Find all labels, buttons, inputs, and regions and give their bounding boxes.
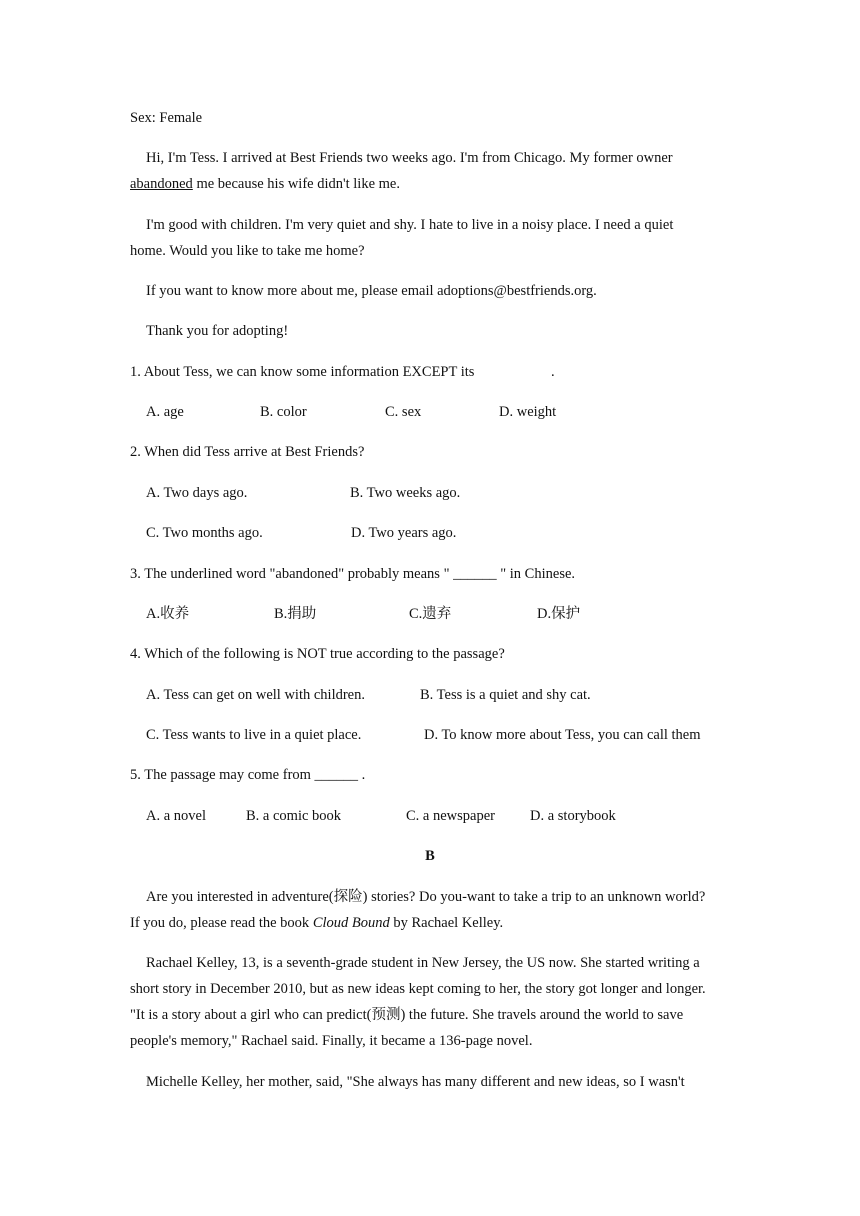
question-5-option-c: C. a newspaper xyxy=(406,808,495,824)
section-b-paragraph-1-text: If you do, please read the book xyxy=(130,915,313,931)
section-b-paragraph-3-line-1: Michelle Kelley, her mother, said, "She always has many different and new ideas, so I wasn't xyxy=(146,1074,685,1090)
section-b-paragraph-1-rest: by Rachael Kelley. xyxy=(389,915,504,931)
section-b-paragraph-2-line-1: Rachael Kelley, 13, is a seventh-grade student in New Jersey, the US now. She started writing a xyxy=(146,955,700,971)
question-3-stem: 3. The underlined word "abandoned" probably means " ______ " in Chinese. xyxy=(130,566,576,582)
question-2-option-c: C. Two months ago. xyxy=(146,525,263,541)
question-2-option-b: B. Two weeks ago. xyxy=(350,485,461,501)
book-title: Cloud Bound xyxy=(312,915,390,931)
question-4-option-d: D. To know more about Tess, you can call them xyxy=(424,727,701,743)
question-5-option-a: A. a novel xyxy=(146,808,206,824)
question-2-stem: 2. When did Tess arrive at Best Friends? xyxy=(130,444,365,460)
question-5-option-b: B. a comic book xyxy=(246,808,342,824)
section-b-paragraph-1-line-1: Are you interested in adventure(探险) stories? Do you-want to take a trip to an unknown world? xyxy=(146,889,706,905)
paragraph-2-line-1: I'm good with children. I'm very quiet and shy. I hate to live in a noisy place. I need a quiet xyxy=(146,217,674,233)
question-2-option-a: A. Two days ago. xyxy=(146,485,248,501)
question-1-option-a: A. age xyxy=(146,404,184,420)
question-1-stem: 1. About Tess, we can know some information EXCEPT its xyxy=(130,364,475,380)
underlined-word: abandoned xyxy=(130,176,193,192)
question-1-option-b: B. color xyxy=(260,404,307,420)
paragraph-1-line-2-rest: me because his wife didn't like me. xyxy=(192,176,400,192)
question-4-option-c: C. Tess wants to live in a quiet place. xyxy=(146,727,362,743)
section-b-heading: B xyxy=(425,848,435,864)
paragraph-2-line-2: home. Would you like to take me home? xyxy=(130,243,365,259)
question-3-option-c: C.遗弃 xyxy=(409,606,452,622)
question-3-option-d: D.保护 xyxy=(537,606,581,622)
paragraph-1-line-2 xyxy=(130,175,400,193)
question-4-stem: 4. Which of the following is NOT true according to the passage? xyxy=(130,646,505,662)
section-b-paragraph-2-line-3: "It is a story about a girl who can predict(预测) the future. She travels around the world to save xyxy=(130,1007,684,1023)
paragraph-4: Thank you for adopting! xyxy=(146,323,289,339)
section-b-paragraph-2-line-2: short story in December 2010, but as new ideas kept coming to her, the story got longer and longer. xyxy=(130,981,706,997)
question-2-option-d: D. Two years ago. xyxy=(351,525,457,541)
question-5-stem: 5. The passage may come from ______ . xyxy=(130,767,366,783)
paragraph-1-line-1: Hi, I'm Tess. I arrived at Best Friends two weeks ago. I'm from Chicago. My former owner xyxy=(146,150,673,166)
question-1-option-c: C. sex xyxy=(385,404,422,420)
question-4-option-a: A. Tess can get on well with children. xyxy=(146,687,365,703)
question-1-option-d: D. weight xyxy=(499,404,557,420)
question-3-option-a: A.收养 xyxy=(146,606,190,622)
question-1-blank: . xyxy=(551,364,555,380)
paragraph-3: If you want to know more about me, please email adoptions@bestfriends.org. xyxy=(146,283,597,299)
question-4-option-b: B. Tess is a quiet and shy cat. xyxy=(420,687,591,703)
sex-line: Sex: Female xyxy=(130,110,203,126)
section-b-paragraph-2-line-4: people's memory," Rachael said. Finally, it became a 136-page novel. xyxy=(130,1033,533,1049)
section-b-paragraph-1-line-2 xyxy=(130,914,503,932)
question-5-option-d: D. a storybook xyxy=(530,808,616,824)
question-3-option-b: B.捐助 xyxy=(274,606,317,622)
